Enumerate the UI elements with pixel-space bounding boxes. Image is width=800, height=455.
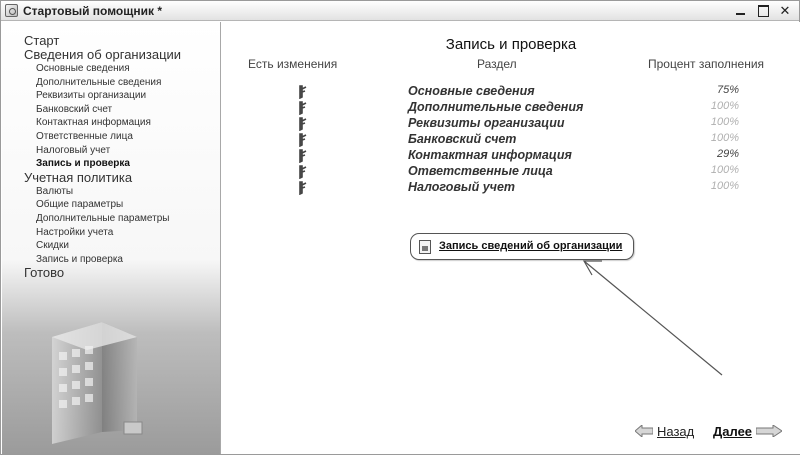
section-name: Дополнительные сведения: [408, 100, 584, 114]
minimize-icon[interactable]: [733, 3, 749, 18]
sidebar-item[interactable]: Контактная информация: [36, 117, 151, 129]
section-name: Контактная информация: [408, 148, 572, 162]
fill-percent: 75%: [716, 84, 739, 96]
sidebar-item[interactable]: Дополнительные параметры: [36, 212, 170, 224]
window-title: Стартовый помощник *: [23, 4, 163, 18]
table-row: [222, 180, 800, 196]
sidebar-item[interactable]: Общие параметры: [36, 199, 124, 211]
table-row: [222, 100, 800, 116]
back-label: Назад: [657, 424, 695, 439]
changed-mark-icon: [297, 101, 307, 115]
sections-table: [222, 84, 800, 196]
fill-percent: 100%: [710, 116, 739, 128]
table-row: [222, 148, 800, 164]
page-title: Запись и проверка: [445, 36, 577, 53]
next-label: Далее: [713, 424, 753, 439]
changed-mark-icon: [297, 165, 307, 179]
sidebar-item[interactable]: Старт: [24, 33, 60, 48]
changed-mark-icon: [297, 181, 307, 195]
save-document-icon: [419, 240, 431, 254]
changed-mark-icon: [297, 149, 307, 163]
sidebar-item[interactable]: Скидки: [36, 240, 69, 252]
sidebar-item[interactable]: Готово: [24, 265, 65, 281]
sidebar-item[interactable]: Банковский счет: [36, 103, 113, 115]
sidebar-item[interactable]: Запись и проверка: [36, 158, 130, 170]
maximize-icon[interactable]: [755, 3, 771, 18]
sidebar-item[interactable]: Настройки учета: [36, 226, 114, 238]
app-icon[interactable]: [5, 4, 18, 17]
window-controls: [733, 3, 793, 18]
sidebar-item[interactable]: Основные сведения: [36, 63, 130, 74]
building-illustration-icon: [32, 312, 162, 452]
fill-percent: 100%: [710, 180, 739, 192]
sidebar-item[interactable]: Сведения об организации: [24, 47, 182, 62]
fill-percent: 100%: [710, 100, 739, 112]
sidebar-item[interactable]: Ответственные лица: [36, 130, 133, 142]
sidebar-item[interactable]: Валюты: [36, 185, 74, 197]
save-organization-label: Запись сведений об организации: [439, 240, 623, 252]
wizard-sidebar: [2, 22, 221, 454]
sidebar-item[interactable]: Налоговый учет: [36, 144, 111, 156]
changed-mark-icon: [297, 85, 307, 99]
table-row: [222, 132, 800, 148]
column-header-percent: Процент заполнения: [648, 57, 765, 71]
section-name: Налоговый учет: [408, 180, 516, 194]
sidebar-item[interactable]: Реквизиты организации: [36, 90, 147, 102]
sidebar-item[interactable]: Учетная политика: [24, 169, 133, 185]
pointer-arrow-icon: [572, 255, 732, 385]
arrow-left-icon: [635, 425, 653, 437]
section-name: Банковский счет: [408, 132, 517, 146]
fill-percent: 29%: [716, 148, 739, 160]
section-name: Основные сведения: [408, 84, 535, 98]
section-name: Ответственные лица: [408, 164, 553, 178]
title-bar[interactable]: [1, 1, 799, 21]
close-icon[interactable]: ✕: [779, 3, 791, 18]
table-row: [222, 116, 800, 132]
fill-percent: 100%: [710, 164, 739, 176]
changed-mark-icon: [297, 133, 307, 147]
fill-percent: 100%: [710, 132, 739, 144]
sidebar-item[interactable]: Дополнительные сведения: [36, 76, 162, 88]
changed-mark-icon: [297, 117, 307, 131]
column-header-section: Раздел: [477, 57, 517, 71]
table-row: [222, 84, 800, 100]
column-header-changes: Есть изменения: [248, 57, 338, 71]
sidebar-item[interactable]: Запись и проверка: [36, 253, 123, 265]
wizard-main-panel: [222, 22, 800, 454]
section-name: Реквизиты организации: [408, 116, 565, 130]
arrow-right-icon: [756, 425, 782, 437]
table-row: [222, 164, 800, 180]
wizard-steps-nav: [2, 34, 221, 280]
